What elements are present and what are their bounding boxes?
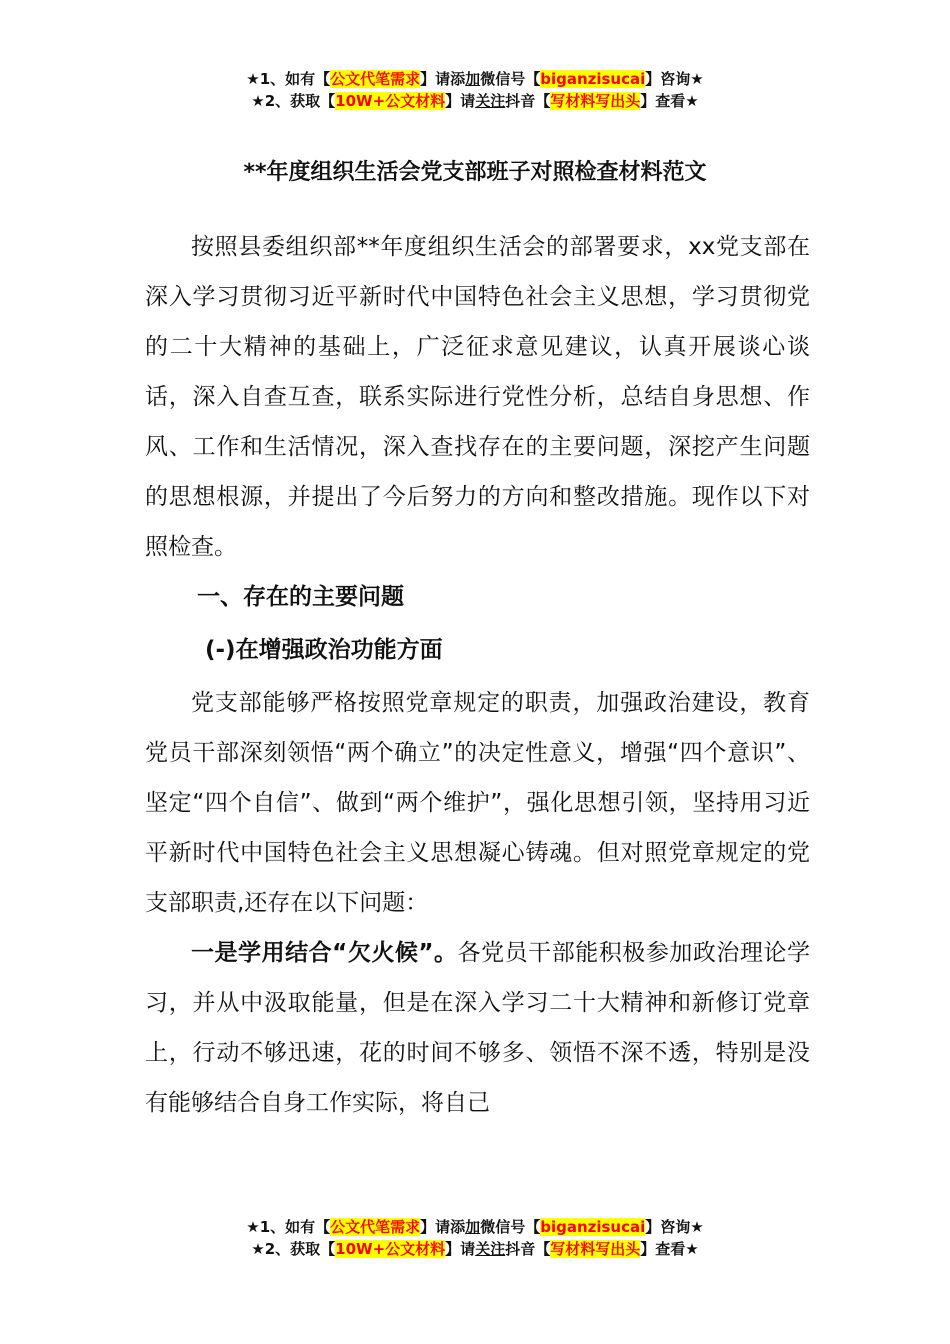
- star-icon: ★: [685, 1240, 699, 1258]
- highlight-wechat-id: biganzisucai: [540, 70, 646, 88]
- banner-text: 2、获取【: [264, 1240, 336, 1258]
- star-icon: ★: [690, 70, 704, 88]
- footer-banner: [0, 1216, 950, 1260]
- star-icon: ★: [251, 92, 265, 110]
- banner-line-2: [0, 90, 950, 112]
- underlined-text: 关注: [475, 92, 506, 110]
- highlight-wechat-id: biganzisucai: [540, 1218, 646, 1236]
- highlight-materials: 10W+公文材料: [335, 1240, 446, 1258]
- underlined-text: 关注: [475, 1240, 506, 1258]
- subsection-paragraph: 党支部能够严格按照党章规定的职责，加强政治建设，教育党员干部深刻领悟“两个确立”的决定性意义，增强“四个意识”、坚定“四个自信”、做到“两个维护”，强化思想引领，坚持用习近平新时代中国特色社会主义思想凝心铸魂。但对照党章规定的党支部职责,还存在以下问题：: [145, 690, 810, 916]
- point-lead: 一是学用结合“欠火候”。: [191, 940, 458, 966]
- highlight-service: 公文代笔需求: [330, 1218, 421, 1236]
- banner-text: 1、如有【: [259, 70, 331, 88]
- highlight-douyin-account: 写材料写出头: [550, 92, 641, 110]
- highlight-douyin-account: 写材料写出头: [550, 1240, 641, 1258]
- banner-text: 2、获取【: [264, 92, 336, 110]
- banner-line-1: [0, 68, 950, 90]
- banner-text: 】咨询: [645, 1218, 691, 1236]
- point-text: 各党员干部能积极参加政治理论学习，并从中汲取能量，但是在深入学习二十大精神和新修订党章上，行动不够迅速，花的时间不够多、领悟不深不透，特别是没有能够结合自身工作实际，将自己: [145, 940, 811, 1116]
- underlined-text: 加: [465, 70, 481, 88]
- banner-text: 】请添: [420, 1218, 466, 1236]
- intro-paragraph: 按照县委组织部**年度组织生活会的部署要求，xx党支部在深入学习贯彻习近平新时代中国特色社会主义思想，学习贯彻党的二十大精神的基础上，广泛征求意见建议，认真开展谈心谈话，深入自查互查，联系实际进行党性分析，总结自身思想、作风、工作和生活情况，深入查找存在的主要问题，深挖产生问题的思想根源，并提出了今后努力的方向和整改措施。现作以下对照检查。: [145, 234, 810, 560]
- banner-text: 】查看: [640, 1240, 686, 1258]
- point-paragraph: [145, 928, 810, 1128]
- subsection-heading: (-)在增强政治功能方面: [205, 637, 443, 663]
- highlight-service: 公文代笔需求: [330, 70, 421, 88]
- banner-text: 微信号【: [480, 1218, 541, 1236]
- banner-text: 抖音【: [505, 1240, 551, 1258]
- banner-text: 微信号【: [480, 70, 541, 88]
- section-heading: 一、存在的主要问题: [197, 584, 404, 610]
- banner-text: 】请: [445, 92, 476, 110]
- document-title: **年度组织生活会党支部班子对照检查材料范文: [243, 160, 707, 185]
- star-icon: ★: [251, 1240, 265, 1258]
- underlined-text: 加: [465, 1218, 481, 1236]
- document-body: [145, 222, 810, 1128]
- banner-text: 】请添: [420, 70, 466, 88]
- banner-text: 】咨询: [645, 70, 691, 88]
- star-icon: ★: [690, 1218, 704, 1236]
- star-icon: ★: [246, 1218, 260, 1236]
- banner-line-2: [0, 1238, 950, 1260]
- banner-text: 1、如有【: [259, 1218, 331, 1236]
- banner-text: 】请: [445, 1240, 476, 1258]
- banner-text: 抖音【: [505, 92, 551, 110]
- star-icon: ★: [685, 92, 699, 110]
- header-banner: [0, 68, 950, 112]
- highlight-materials: 10W+公文材料: [335, 92, 446, 110]
- banner-line-1: [0, 1216, 950, 1238]
- star-icon: ★: [246, 70, 260, 88]
- banner-text: 】查看: [640, 92, 686, 110]
